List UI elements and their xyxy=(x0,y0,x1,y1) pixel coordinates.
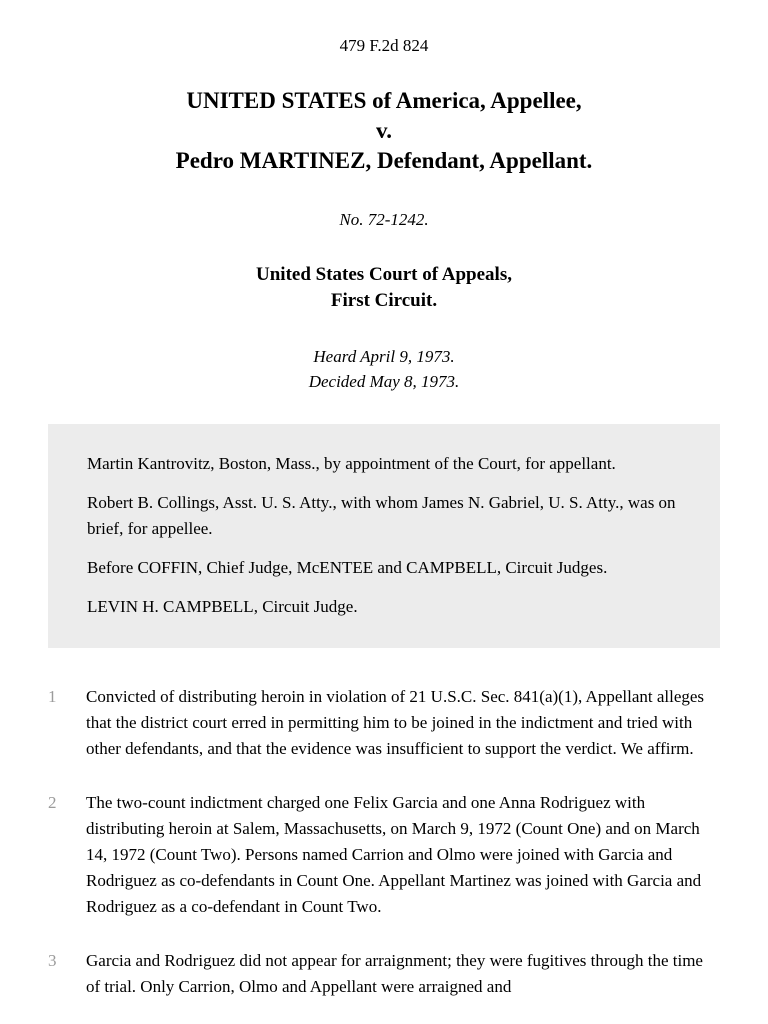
paragraph-number: 2 xyxy=(48,793,57,812)
paragraph-text: Garcia and Rodriguez did not appear for arraignment; they were fugitives through the time of trial. Only Carrion, Olmo and Appellant were arraigned and xyxy=(86,951,703,996)
reporter-citation: 479 F.2d 824 xyxy=(339,36,429,55)
paragraph-number: 3 xyxy=(48,951,57,970)
case-title-versus: v. xyxy=(376,118,392,143)
docket-number: No. 72-1242. xyxy=(339,210,429,229)
case-title xyxy=(0,86,768,176)
paragraph-text: The two-count indictment charged one Felix Garcia and one Anna Rodriguez with distributing heroin at Salem, Massachusetts, on March 9, 1972 (Count One) and on March 14, 1972 (Count Two). Persons named Carrion and Olmo were joined with Garcia and Rodriguez as co-defendants in Count One. Appellant Martinez was joined with Garcia and Rodriguez as a co-defendant in Count Two. xyxy=(86,793,702,916)
court-name-line2: First Circuit. xyxy=(330,290,438,311)
case-title-appellant: Pedro MARTINEZ, Defendant, Appellant. xyxy=(175,148,593,173)
panel-judges: Before COFFIN, Chief Judge, McENTEE and CAMPBELL, Circuit Judges. xyxy=(87,558,608,577)
court-name-line1: United States Court of Appeals, xyxy=(256,264,512,285)
opinion-paragraph xyxy=(48,684,720,762)
case-dates xyxy=(0,344,768,394)
date-heard: Heard April 9, 1973. xyxy=(313,347,455,366)
counsel-section xyxy=(48,424,720,648)
date-decided: Decided May 8, 1973. xyxy=(308,372,460,391)
paragraph-text: Convicted of distributing heroin in violation of 21 U.S.C. Sec. 841(a)(1), Appellant alleges that the district court erred in permitting him to be joined in the indictment and tried with other defendants, and that the evidence was insufficient to support the verdict. We affirm. xyxy=(86,687,705,758)
opinion-paragraph xyxy=(48,790,720,920)
opinion-author: LEVIN H. CAMPBELL, Circuit Judge. xyxy=(87,597,358,616)
counsel-appellant: Martin Kantrovitz, Boston, Mass., by appointment of the Court, for appellant. xyxy=(87,454,616,473)
paragraph-number: 1 xyxy=(48,687,57,706)
opinion-body xyxy=(48,684,720,1000)
opinion-paragraph xyxy=(48,948,720,1000)
case-title-appellee: UNITED STATES of America, Appellee, xyxy=(186,88,582,113)
counsel-appellee: Robert B. Collings, Asst. U. S. Atty., with whom James N. Gabriel, U. S. Atty., was on brief, for appellee. xyxy=(87,493,676,538)
court-name xyxy=(0,262,768,314)
